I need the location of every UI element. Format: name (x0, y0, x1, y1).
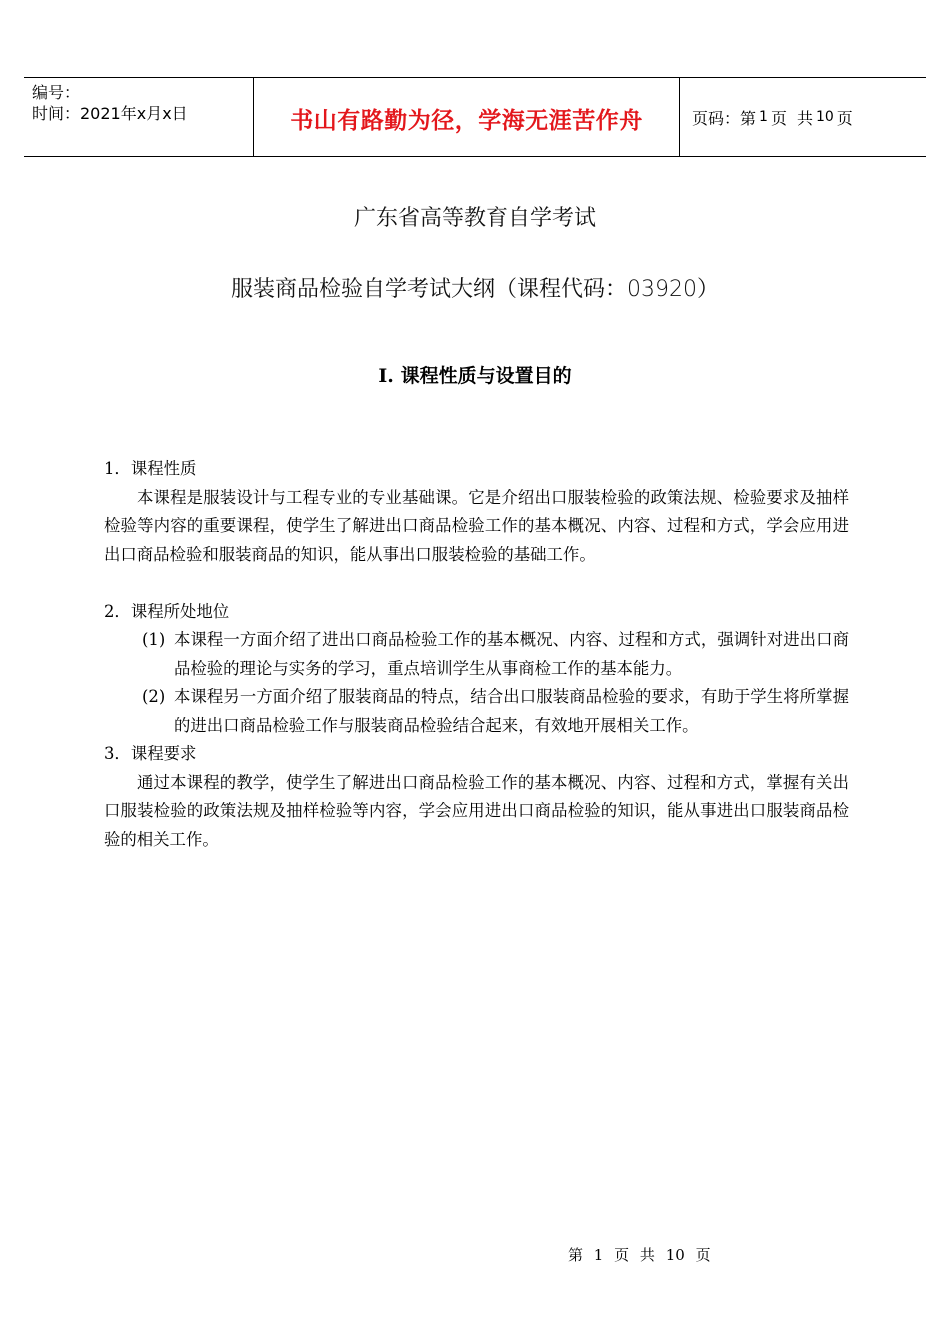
list-item (104, 626, 849, 683)
list-marker: (1) (142, 630, 166, 649)
section-heading (0, 361, 950, 388)
subsection-heading-3: 3．课程要求 (104, 744, 197, 763)
time-label: 时间：2021年x月x日 (32, 104, 188, 123)
footer-gong: 共 (639, 1246, 655, 1264)
page-suffix: 页 (836, 108, 853, 128)
footer-ye: 页 (614, 1246, 630, 1264)
subsection-heading-1: 1．课程性质 (104, 459, 197, 478)
page-mid: 页 (770, 108, 787, 128)
paragraph-course-nature: 本课程是服装设计与工程专业的专业基础课。它是介绍出口服装检验的政策法规、检验要求及抽样检验等内容的重要课程，使学生了解进出口商品检验工作的基本概况、内容、过程和方式，学会应用进出口商品检验和服装商品的知识，能从事出口服装检验的基础工作。 (104, 487, 849, 564)
document-title: 广东省高等教育自学考试 (353, 206, 596, 231)
header-page-info (680, 78, 926, 156)
document-header (24, 77, 926, 157)
header-meta-cell (24, 78, 254, 156)
page-prefix: 页码：第 (692, 108, 757, 128)
serial-number-label: 编号： (32, 83, 81, 102)
page-current: 1 (759, 109, 768, 125)
header-motto: 书山有路勤为径，学海无涯苦作舟 (254, 78, 680, 156)
section-numeral: I. (378, 365, 394, 387)
section-title: 课程性质与设置目的 (400, 365, 572, 387)
subsection-heading-2: 2．课程所处地位 (104, 601, 230, 621)
list-item (104, 683, 849, 740)
footer-ye-end: 页 (695, 1246, 711, 1264)
footer-page-current: 1 (593, 1246, 604, 1264)
list-item-text: 本课程另一方面介绍了服装商品的特点，结合出口服装商品检验的要求，有助于学生将所掌握的进出口商品检验工作与服装商品检验结合起来，有效地开展相关工作。 (174, 687, 849, 735)
footer-di: 第 (568, 1246, 584, 1264)
paragraph-course-requirements: 通过本课程的教学，使学生了解进出口商品检验工作的基本概况、内容、过程和方式，掌握有关出口服装检验的政策法规及抽样检验等内容，学会应用进出口商品检验的知识，能从事进出口服装商品检验的相关工作。 (104, 772, 849, 849)
document-body (104, 455, 849, 854)
footer-page-total: 10 (665, 1246, 685, 1264)
list-item-text: 本课程一方面介绍了进出口商品检验工作的基本概况、内容、过程和方式，强调针对进出口商品检验的理论与实务的学习，重点培训学生从事商检工作的基本能力。 (174, 630, 849, 678)
page-footer (568, 1244, 717, 1265)
document-subtitle: 服装商品检验自学考试大纲（课程代码：03920） (231, 277, 719, 302)
list-marker: (2) (142, 687, 166, 706)
page-total-prefix: 共 (796, 108, 813, 128)
page-total: 10 (815, 109, 834, 125)
